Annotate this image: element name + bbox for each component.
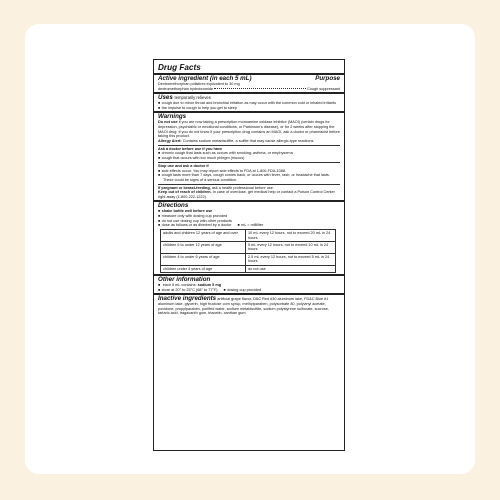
table-cell-dose: 10 mL every 12 hours, not to exceed 20 mL in 24 hours (246, 230, 336, 242)
drug-facts-title: Drug Facts (158, 63, 201, 72)
dot-leader (214, 88, 306, 89)
stop-use-label: Stop use and ask a doctor if (158, 163, 209, 168)
reach-paragraph (158, 190, 340, 199)
do-not-use-label: Do not use (158, 120, 178, 125)
uses-heading (158, 94, 340, 101)
other-info-item: ■ dosing cup provided (224, 288, 262, 293)
dosage-table (160, 229, 336, 273)
purpose-heading: Purpose (315, 75, 340, 82)
table-cell-dose: 5 mL every 12 hours, not to exceed 10 mL in 24 hours (246, 242, 336, 254)
uses-item: ■ cough due to minor throat and bronchial irritation as may occur with the common cold or inhaled irritants (158, 101, 340, 106)
allergy-label: Allergy Alert: (158, 138, 182, 143)
active-ingredient-line: Dextromethorphan polistirex equivalent to 30 mg (158, 82, 240, 86)
inactive-ingredients-text: artificial grape flavor, D&C Red #30 aluminum lake, FD&C Blue #1 aluminum lake, glycerin, high fructose corn syrup, methylparaben, polysorbate 80, polyvinyl acetate, povidone, propylparaben, purified water, sodium metabisulfite, sodium polystyrene sulfonate, sucrose, tartaric acid, tragacanth gum, triacetin, xanthan gum (158, 297, 329, 316)
purpose-value: Cough suppressant (307, 86, 340, 91)
ml-note: ■ mL = milliliter (238, 223, 264, 228)
drug-facts-label (153, 59, 345, 451)
table-row (161, 253, 336, 265)
divider (158, 162, 340, 163)
other-info-row (158, 288, 340, 293)
uses-item: ■ the impulse to cough to help you get to sleep (158, 106, 340, 111)
other-information-heading: Other information (158, 276, 211, 284)
active-ingredient-name: dextromethorphan hydrobromide (158, 86, 214, 91)
directions-item: ■ dose as follows or as directed by a doctor (158, 223, 232, 228)
allergy-paragraph (158, 139, 340, 144)
table-row (161, 265, 336, 272)
uses-intro: temporarily relieves (174, 95, 211, 101)
table-cell-age: children under 4 years of age (161, 265, 246, 272)
table-cell-age: children 4 to under 6 years of age (161, 253, 246, 265)
ask-doctor-item: ■ chronic cough that lasts such as occurs with smoking, asthma, or emphysema (158, 151, 340, 156)
active-ingredient-header (158, 75, 340, 82)
table-cell-dose: 2.5 mL every 12 hours, not to exceed 5 mL in 24 hours (246, 253, 336, 265)
table-row (161, 230, 336, 242)
table-cell-age: adults and children 12 years of age and over (161, 230, 246, 242)
table-row (161, 242, 336, 254)
ask-doctor-label: Ask a doctor before use if you have (158, 146, 223, 151)
pregnant-label: If pregnant or breast-feeding, (158, 185, 211, 190)
active-ingredient-heading: Active ingredient (in each 5 mL) (158, 75, 252, 82)
reach-text: In case of overdose, get medical help or contact a Poison Control Center right away (1-800-222-1222). (158, 190, 335, 199)
do-not-use-paragraph (158, 120, 340, 138)
directions-heading: Directions (158, 202, 189, 210)
directions-dose-row (158, 223, 340, 228)
divider (158, 145, 340, 146)
reach-label: Keep out of reach of children. (158, 190, 212, 195)
table-cell-age: children 6 to under 12 years of age (161, 242, 246, 254)
directions-item: ■ measure only with dosing cup provided (158, 214, 340, 219)
allergy-text: Contains sodium metabisulfite, a sulfite that may cause allergic-type reactions. (182, 138, 315, 143)
other-info-item: ■ store at 20° to 25°C (68° to 77°F) (158, 288, 218, 293)
table-cell-dose: do not use (246, 265, 336, 272)
uses-heading-text: Uses (158, 94, 173, 102)
other-info-text: each 5 mL contains: (162, 283, 197, 288)
warnings-heading: Warnings (158, 113, 187, 121)
ask-doctor-item: ■ cough that occurs with too much phlegm (mucus) (158, 156, 340, 161)
inactive-ingredients-heading: Inactive ingredients (158, 295, 217, 303)
active-ingredient-row (158, 87, 340, 92)
stop-use-item: ■ side effects occur. You may report side effects to FDA at 1-800-FDA-1088. (158, 169, 340, 174)
other-info-bold: sodium 5 mg (197, 283, 222, 288)
pregnant-text: ask a health professional before use. (211, 185, 274, 190)
inactive-ingredients-paragraph (158, 295, 340, 316)
directions-item: ■ do not use dosing cup with other products (158, 219, 340, 224)
directions-item: ■ shake bottle well before use (158, 209, 340, 214)
do-not-use-text: if you are now taking a prescription monoamine oxidase inhibitor (MAOI) (certain drugs for depression, psychiatric or emotional conditions, or Parkinson's disease), or for 2 weeks after stopping the MAOI drug. If you do not know if your prescription drug contains an MAOI, ask a doctor or pharmacist before taking this product. (158, 120, 340, 139)
divider (158, 184, 340, 185)
stop-use-item: ■ cough lasts more than 7 days, cough comes back, or occurs with fever, rash, or headache that lasts. These could be signs of a serious condition. (158, 173, 340, 182)
